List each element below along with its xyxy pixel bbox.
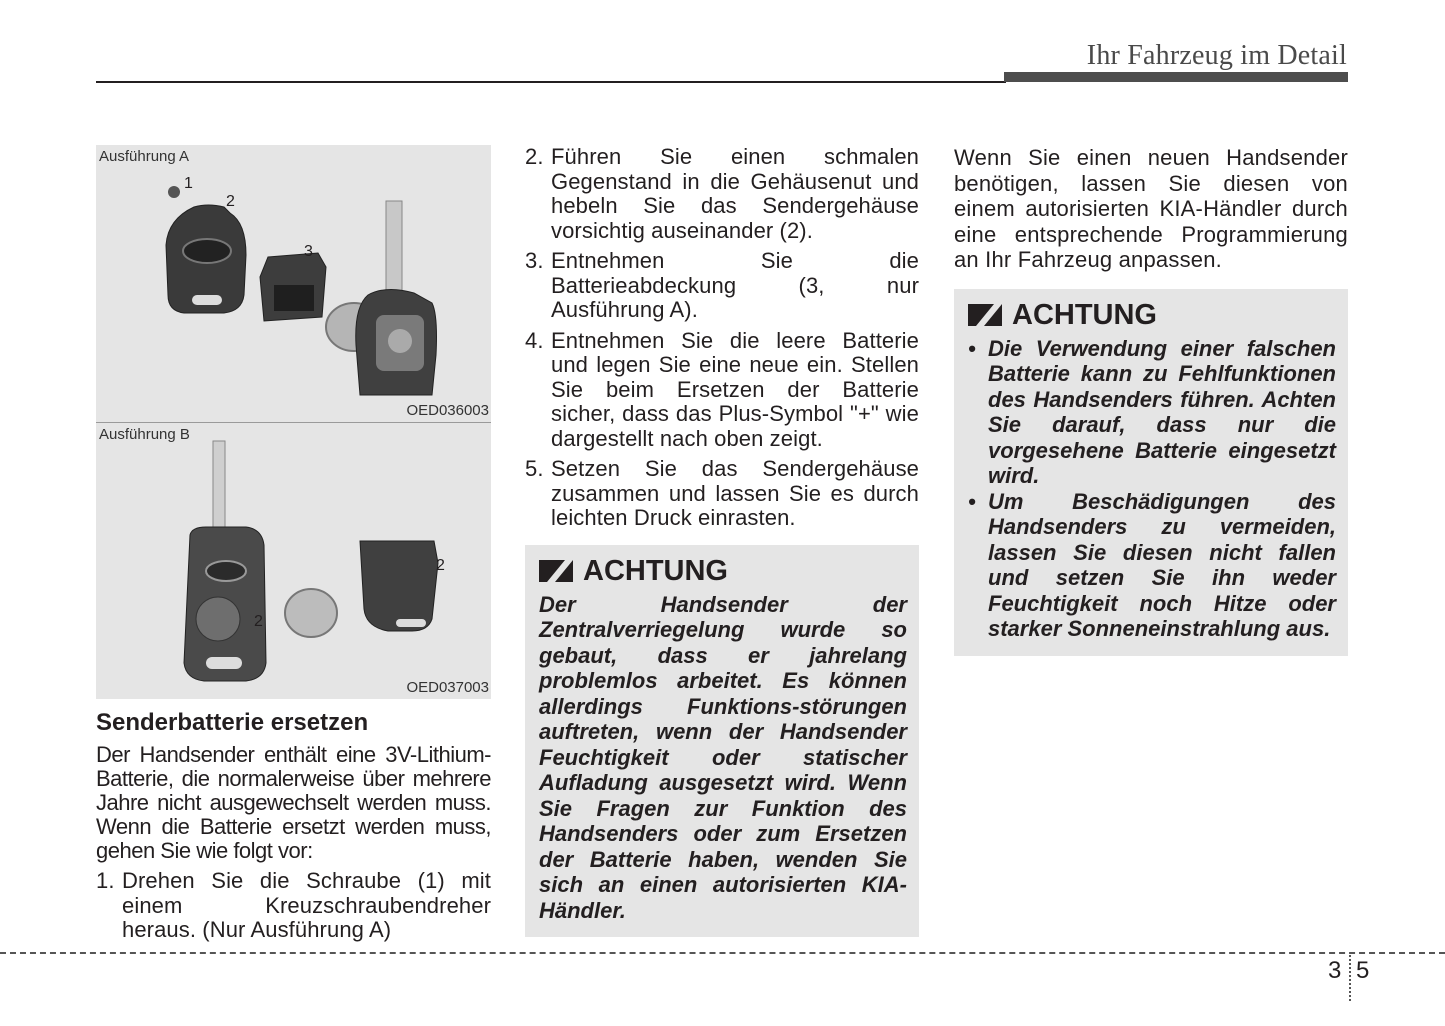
callout-1: 1 [184,175,193,192]
steps-list-left [96,869,491,943]
figure-a-code: OED036003 [406,402,489,419]
caution-item [968,336,1336,489]
figure-version-b [96,422,491,699]
caution-heading-text: ACHTUNG [583,554,728,587]
caution-list [968,336,1336,642]
new-remote-paragraph: Wenn Sie einen neuen Handsender benötigen, lassen Sie diesen von einem autorisierten KIA-Händler durch eine entsprechende Programmierung an Ihr Fahrzeug anpassen. [954,145,1348,272]
caution-item [968,489,1336,642]
caution-icon [539,560,573,582]
caution-item-text: Um Beschädigungen des Handsenders zu vermeiden, lassen Sie diesen nicht fallen und setzen Sie ihn weder Feuchtigkeit noch Hitze oder starker Sonneneinstrahlung aus. [988,488,1336,641]
step-text: Drehen Sie die Schraube (1) mit einem Kreuzschraubendreher heraus. (Nur Ausführung A) [122,868,491,942]
page-number-separator [1349,955,1351,1001]
step-3 [525,249,919,323]
caution-box-remote [525,545,919,938]
bullet: • [968,488,976,514]
section-intro: Der Handsender enthält eine 3V-Lithium-Batterie, die normalerweise über mehrere Jahre nicht ausgewechselt werden muss. Wenn die Batterie ersetzt werden muss, gehen Sie wie folgt vor: [96,742,491,863]
chapter-number: 3 [1328,957,1342,984]
step-text: Führen Sie einen schmalen Gegenstand in die Gehäusenut und hebeln Sie das Sendergehäuse vorsichtig auseinander (2). [551,144,919,243]
key-illustration-a [96,145,491,422]
caution-heading-text: ACHTUNG [1012,298,1157,331]
step-number: 3. [525,248,544,273]
step-number: 2. [525,144,544,169]
step-number: 1. [96,868,115,893]
key-illustration-b [96,423,491,699]
footer-dashed-rule [0,952,1445,954]
step-4 [525,329,919,452]
page-number: 5 [1356,957,1370,984]
step-text: Entnehmen Sie die Batterieabdeckung (3, nur Ausführung A). [551,248,919,322]
step-5 [525,457,919,531]
step-text: Entnehmen Sie die leere Batterie und legen Sie eine neue ein. Stellen Sie beim Ersetzen der Batterie sicher, dass das Plus-Symbol "+" wie dargestellt nach oben zeigt. [551,327,919,451]
figure-b-code: OED037003 [406,679,489,696]
callout-2-cover: 2 [436,557,445,574]
caution-heading [539,555,907,588]
caution-item-text: Die Verwendung einer falschen Batterie kann zu Fehlfunktionen des Handsenders führen. Achten Sie darauf, dass nur die vorgesehene Batterie eingesetzt wird. [988,335,1336,488]
step-text: Setzen Sie das Sendergehäuse zusammen und lassen Sie es durch leichten Druck einrasten. [551,456,919,530]
column-middle [525,145,919,937]
caution-heading [968,299,1336,332]
column-left [96,145,491,949]
callout-2: 2 [226,193,235,210]
header-title: Ihr Fahrzeug im Detail [1086,40,1347,71]
caution-box-battery [954,289,1348,656]
caution-icon [968,304,1002,326]
figure-a-label: Ausführung A [99,148,190,165]
column-right [954,145,1348,656]
callout-3: 3 [304,243,313,260]
header-bar [1004,72,1348,82]
callout-2-body: 2 [254,613,263,630]
steps-list-middle [525,145,919,531]
step-2 [525,145,919,243]
caution-text: Der Handsender der Zentralverriegelung wurde so gebaut, dass er jahrelang problemlos arbeitet. Es können allerdings Funktions-störungen auftreten, wenn der Handsender Feuchtigkeit oder statischer Aufladung ausgesetzt wird. Wenn Sie Fragen zur Funktion des Handsenders oder zum Ersetzen der Batterie haben, wenden Sie sich an einen autorisierten KIA-Händler. [539,591,907,923]
section-title: Senderbatterie ersetzen [96,709,369,736]
step-number: 4. [525,327,544,353]
bullet: • [968,335,976,361]
figure-b-label: Ausführung B [99,426,190,443]
header-rule [96,81,1006,83]
step-number: 5. [525,456,544,481]
step-1 [96,869,491,943]
figure-version-a [96,145,491,422]
